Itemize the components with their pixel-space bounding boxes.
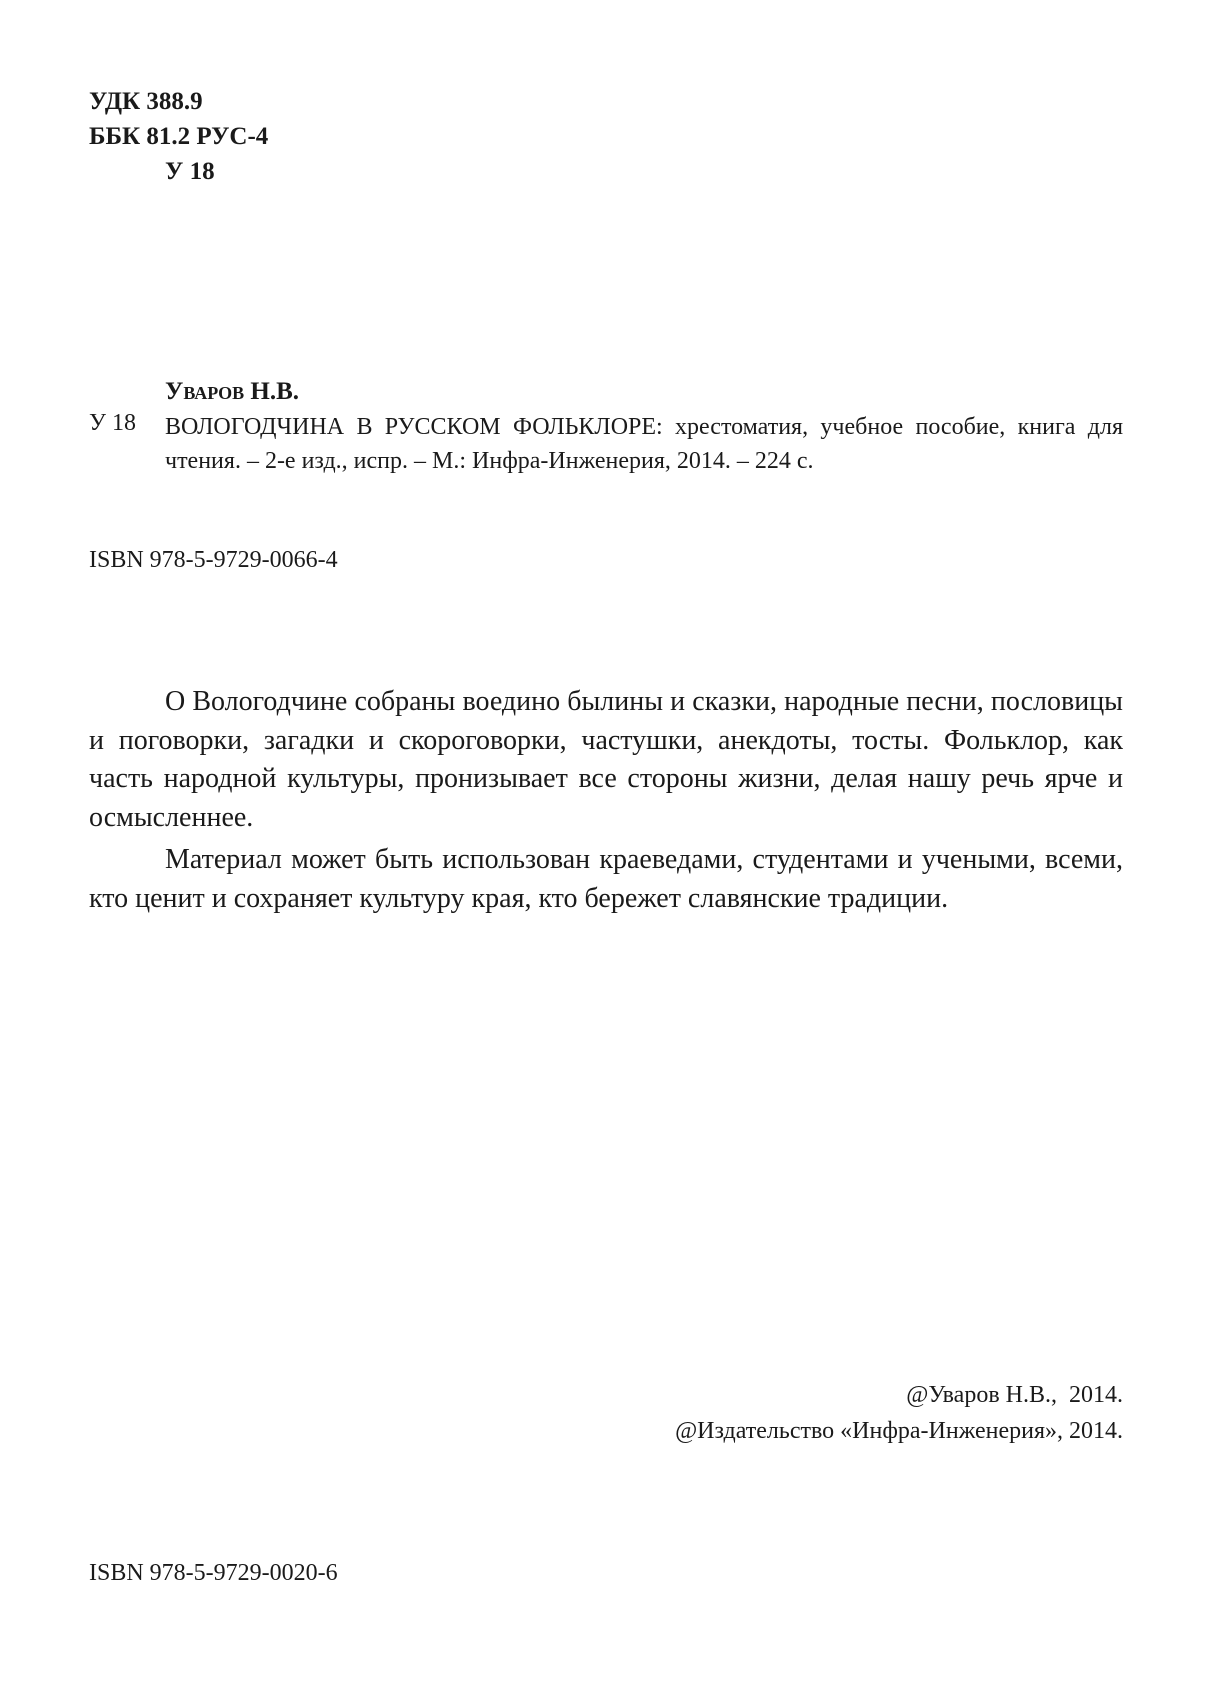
record-code: У 18 bbox=[89, 410, 136, 436]
bbk-code: ББК 81.2 РУС-4 bbox=[89, 123, 269, 150]
isbn-primary: ISBN 978-5-9729-0066-4 bbox=[89, 547, 338, 573]
udk-code: УДК 388.9 bbox=[89, 88, 203, 115]
copyright-publisher: @Издательство «Инфра-Инженерия», 2014. bbox=[675, 1418, 1123, 1444]
copyright-author: @Уваров Н.В., 2014. bbox=[906, 1382, 1123, 1408]
isbn-secondary: ISBN 978-5-9729-0020-6 bbox=[89, 1560, 338, 1586]
author-mark: У 18 bbox=[165, 158, 215, 185]
author-surname: Уваров bbox=[165, 378, 245, 405]
classification-block bbox=[89, 84, 268, 189]
bibliographic-description: ВОЛОГОДЧИНА В РУССКОМ ФОЛЬКЛОРЕ: хрестоматия, учебное пособие, книга для чтения. – 2-е изд., испр. – М.: Инфра-Инженерия, 2014. – 224 с. bbox=[165, 414, 1123, 474]
abstract-paragraph-1: О Вологодчине собраны воедино былины и сказки, народные песни, пословицы и поговорки, загадки и скороговорки, частушки, анекдоты, тосты. Фольклор, как часть народной культуры, пронизывает все стороны жизни, делая нашу речь ярче и осмысленнее. bbox=[89, 686, 1123, 833]
author-initials: Н.В. bbox=[244, 378, 299, 405]
copyright-block bbox=[675, 1377, 1123, 1449]
abstract bbox=[89, 683, 1123, 922]
record-author bbox=[165, 378, 299, 406]
abstract-paragraph-2: Материал может быть использован краеведами, студентами и учеными, всеми, кто ценит и сохраняет культуру края, кто бережет славянские традиции. bbox=[89, 844, 1123, 914]
